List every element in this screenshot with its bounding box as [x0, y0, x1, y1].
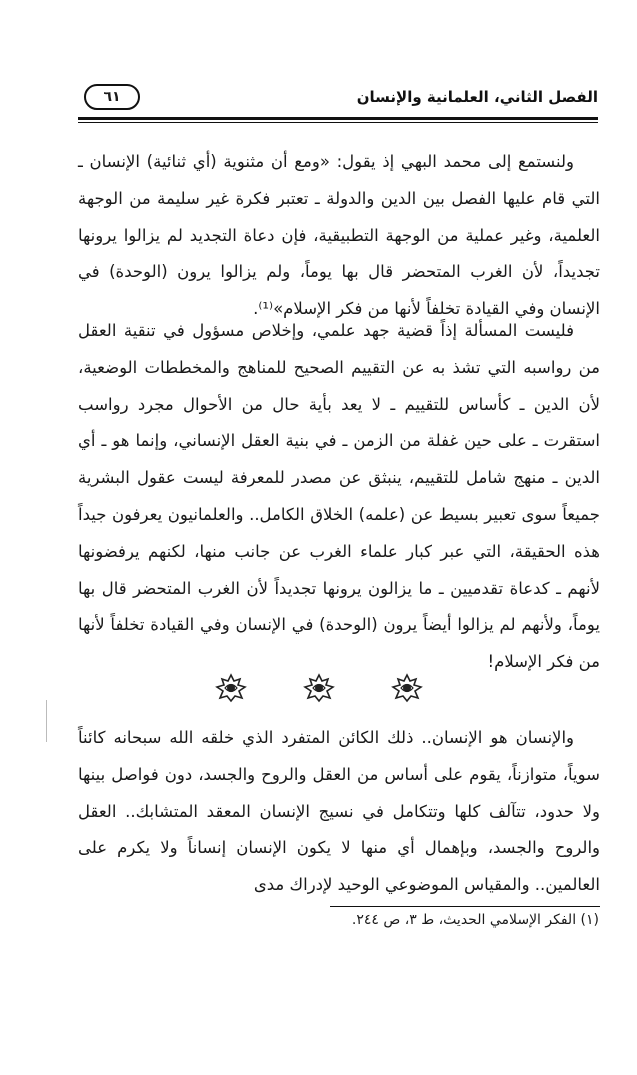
- paragraph-human: والإنسان هو الإنسان.. ذلك الكائن المتفرد الذي خلقه الله سبحانه كائناً سوياً، متوازناً، يقوم على أساس من العقل والروح والجسد، دون فواصل بينها ولا حدود، تتآلف كلها وتتكامل في نسيج الإنسان المعقد المتشابك.. العقل والروح والجسد، وبإهمال أي منها لا يكون الإنسان إنساناً ولا يكرم على العالمين.. والمقياس الموضوعي الوحيد لإدراك مدى: [78, 728, 600, 895]
- paragraph-quote-bahi: ولنستمع إلى محمد البهي إذ يقول: «ومع أن مثنوية (أي ثنائية) الإنسان ـ التي قام عليها الفصل بين الدين والدولة ـ تعتبر فكرة غير سليمة من الوجهة العلمية، وغير عملية من الوجهة التطبيقية، فإن دعاة التجديد لم يزالوا يرونها تجديداً، لأن الغرب المتحضر قال بها يوماً، ولم يزالوا يرون (الوحدة) في الإنسان وفي القيادة تخلفاً لأنها من فكر الإسلام»⁽¹⁾.: [78, 152, 600, 319]
- margin-mark: [46, 700, 47, 742]
- ornament-icon: [302, 673, 336, 703]
- header-rule-thin: [78, 122, 598, 123]
- chapter-title: الفصل الثاني، العلمانية والإنسان: [356, 88, 598, 106]
- page-header: [78, 84, 598, 114]
- footnote: (١) الفكر الإسلامي الحديث، ط ٣، ص ٢٤٤.: [351, 912, 599, 928]
- ornament-icon: [390, 673, 424, 703]
- ornament-icon: [214, 673, 248, 703]
- paragraph-issue: فليست المسألة إذاً قضية جهد علمي، وإخلاص مسؤول في تنقية العقل من رواسبه التي تشذ به عن التقييم الصحيح للمناهج والمخططات الوضعية، لأن الدين ـ كأساس للتقييم ـ لا يعد بأية حال من الأحوال مجرد رواسب استقرت ـ على حين غفلة من الزمن ـ في بنية العقل الإنساني، وإنما هو ـ أي الدين ـ منهج شامل للتقييم، ينبثق عن مصدر للمعرفة ليست عقول البشرية جميعاً سوى تعبير بسيط عن (علمه) الخلاق الكامل.. والعلمانيون يعرفون جيداً هذه الحقيقة، التي عبر كبار علماء الغرب عن جانب منها، لكنهم يرفضونها لأنهم ـ كدعاة تقدميين ـ ما يزالون يرونها تجديداً لأن الغرب المتحضر قال بها يوماً، ولأنهم لم يزالوا أيضاً يرون (الوحدة) في الإنسان وفي القيادة تخلفاً لأنها من فكر الإسلام!: [78, 321, 600, 672]
- page-number: ٦١: [84, 84, 140, 110]
- header-rule-thick: [78, 117, 598, 120]
- footnote-rule: [330, 906, 600, 907]
- section-separator: [0, 670, 637, 706]
